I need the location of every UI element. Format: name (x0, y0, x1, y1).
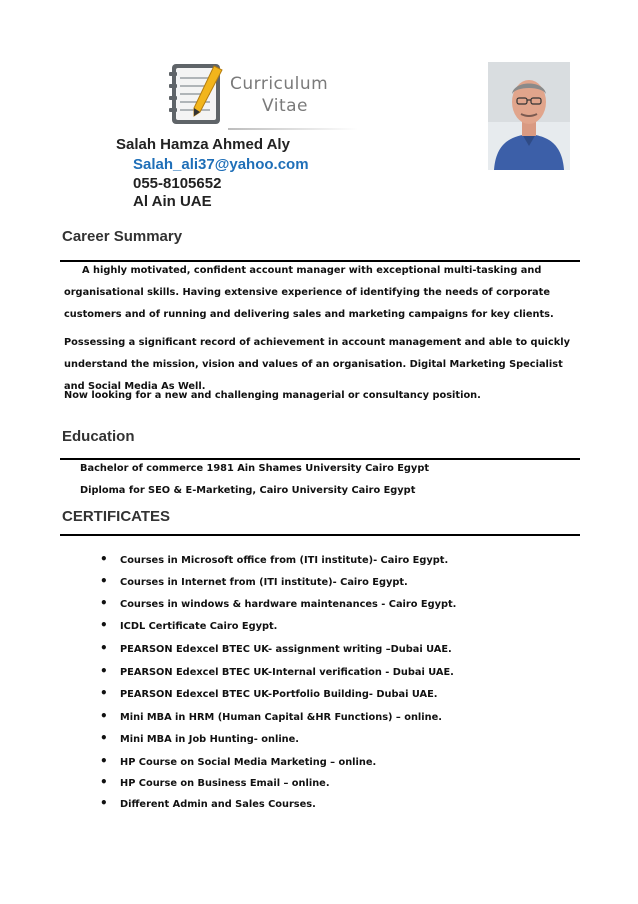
contact-city: Al Ain UAE (133, 193, 212, 210)
contact-email[interactable]: Salah_ali37@yahoo.com (133, 156, 309, 173)
bullet-icon: • (100, 618, 108, 632)
certificate-text: ICDL Certificate Cairo Egypt. (120, 621, 278, 632)
certificate-text: Courses in windows & hardware maintenances - Cairo Egypt. (120, 599, 457, 610)
certificate-item (100, 686, 438, 700)
certificate-item (100, 618, 277, 632)
education-rule (60, 458, 580, 460)
education-heading: Education (62, 428, 135, 445)
education-item: Diploma for SEO & E-Marketing, Cairo University Cairo Egypt (80, 485, 416, 496)
bullet-icon: • (100, 664, 108, 678)
certificate-text: PEARSON Edexcel BTEC UK-Portfolio Building- Dubai UAE. (120, 689, 438, 700)
contact-name: Salah Hamza Ahmed Aly (116, 136, 290, 153)
education-item: Bachelor of commerce 1981 Ain Shames University Cairo Egypt (80, 463, 430, 474)
certificates-heading: CERTIFICATES (62, 508, 171, 525)
bullet-icon: • (100, 754, 108, 768)
bullet-icon: • (100, 775, 108, 789)
certificate-text: PEARSON Edexcel BTEC UK- assignment writing –Dubai UAE. (120, 644, 452, 655)
bullet-icon: • (100, 596, 108, 610)
certificate-text: HP Course on Business Email – online. (120, 778, 330, 789)
bullet-icon: • (100, 731, 108, 745)
career-summary-paragraph-1: A highly motivated, confident account manager with exceptional multi-tasking and organisational skills. Having extensive experience of identifying the needs of corporate customers and of running and delivering sales and marketing campaigns for key clients. (64, 265, 554, 320)
bullet-icon: • (100, 552, 108, 566)
certificate-item (100, 754, 376, 768)
certificate-text: HP Course on Social Media Marketing – online. (120, 757, 377, 768)
certificate-item (100, 796, 316, 810)
certificate-text: PEARSON Edexcel BTEC UK-Internal verification - Dubai UAE. (120, 667, 454, 678)
bullet-icon: • (100, 796, 108, 810)
logo-underline (228, 128, 358, 130)
career-summary-heading: Career Summary (62, 228, 183, 245)
certificate-item (100, 574, 408, 588)
career-summary-paragraph-3: Now looking for a new and challenging managerial or consultancy position. (64, 390, 481, 401)
profile-photo (488, 62, 570, 170)
bullet-icon: • (100, 574, 108, 588)
certificate-text: Courses in Internet from (ITI institute)- Cairo Egypt. (120, 577, 408, 588)
bullet-icon: • (100, 686, 108, 700)
certificate-text: Mini MBA in HRM (Human Capital &HR Functions) – online. (120, 712, 442, 723)
certificate-item (100, 775, 330, 789)
certificate-text: Different Admin and Sales Courses. (120, 799, 316, 810)
certificate-item (100, 664, 454, 678)
career-summary-paragraph-2: Possessing a significant record of achievement in account management and able to quickly understand the mission, vision and values of an organisation. Digital Marketing Specialist and Social Media As Well. (64, 337, 570, 392)
contact-phone: 055-8105652 (133, 175, 222, 192)
certificate-text: Courses in Microsoft office from (ITI institute)- Cairo Egypt. (120, 555, 449, 566)
certificate-item (100, 596, 456, 610)
certificates-rule (60, 534, 580, 536)
logo-text-vitae: Vitae (262, 96, 309, 116)
logo-text-curriculum: Curriculum (230, 74, 329, 94)
bullet-icon: • (100, 709, 108, 723)
bullet-icon: • (100, 641, 108, 655)
certificate-item (100, 641, 452, 655)
certificate-item (100, 709, 442, 723)
certificate-item (100, 731, 299, 745)
certificate-text: Mini MBA in Job Hunting- online. (120, 734, 300, 745)
certificate-item (100, 552, 448, 566)
